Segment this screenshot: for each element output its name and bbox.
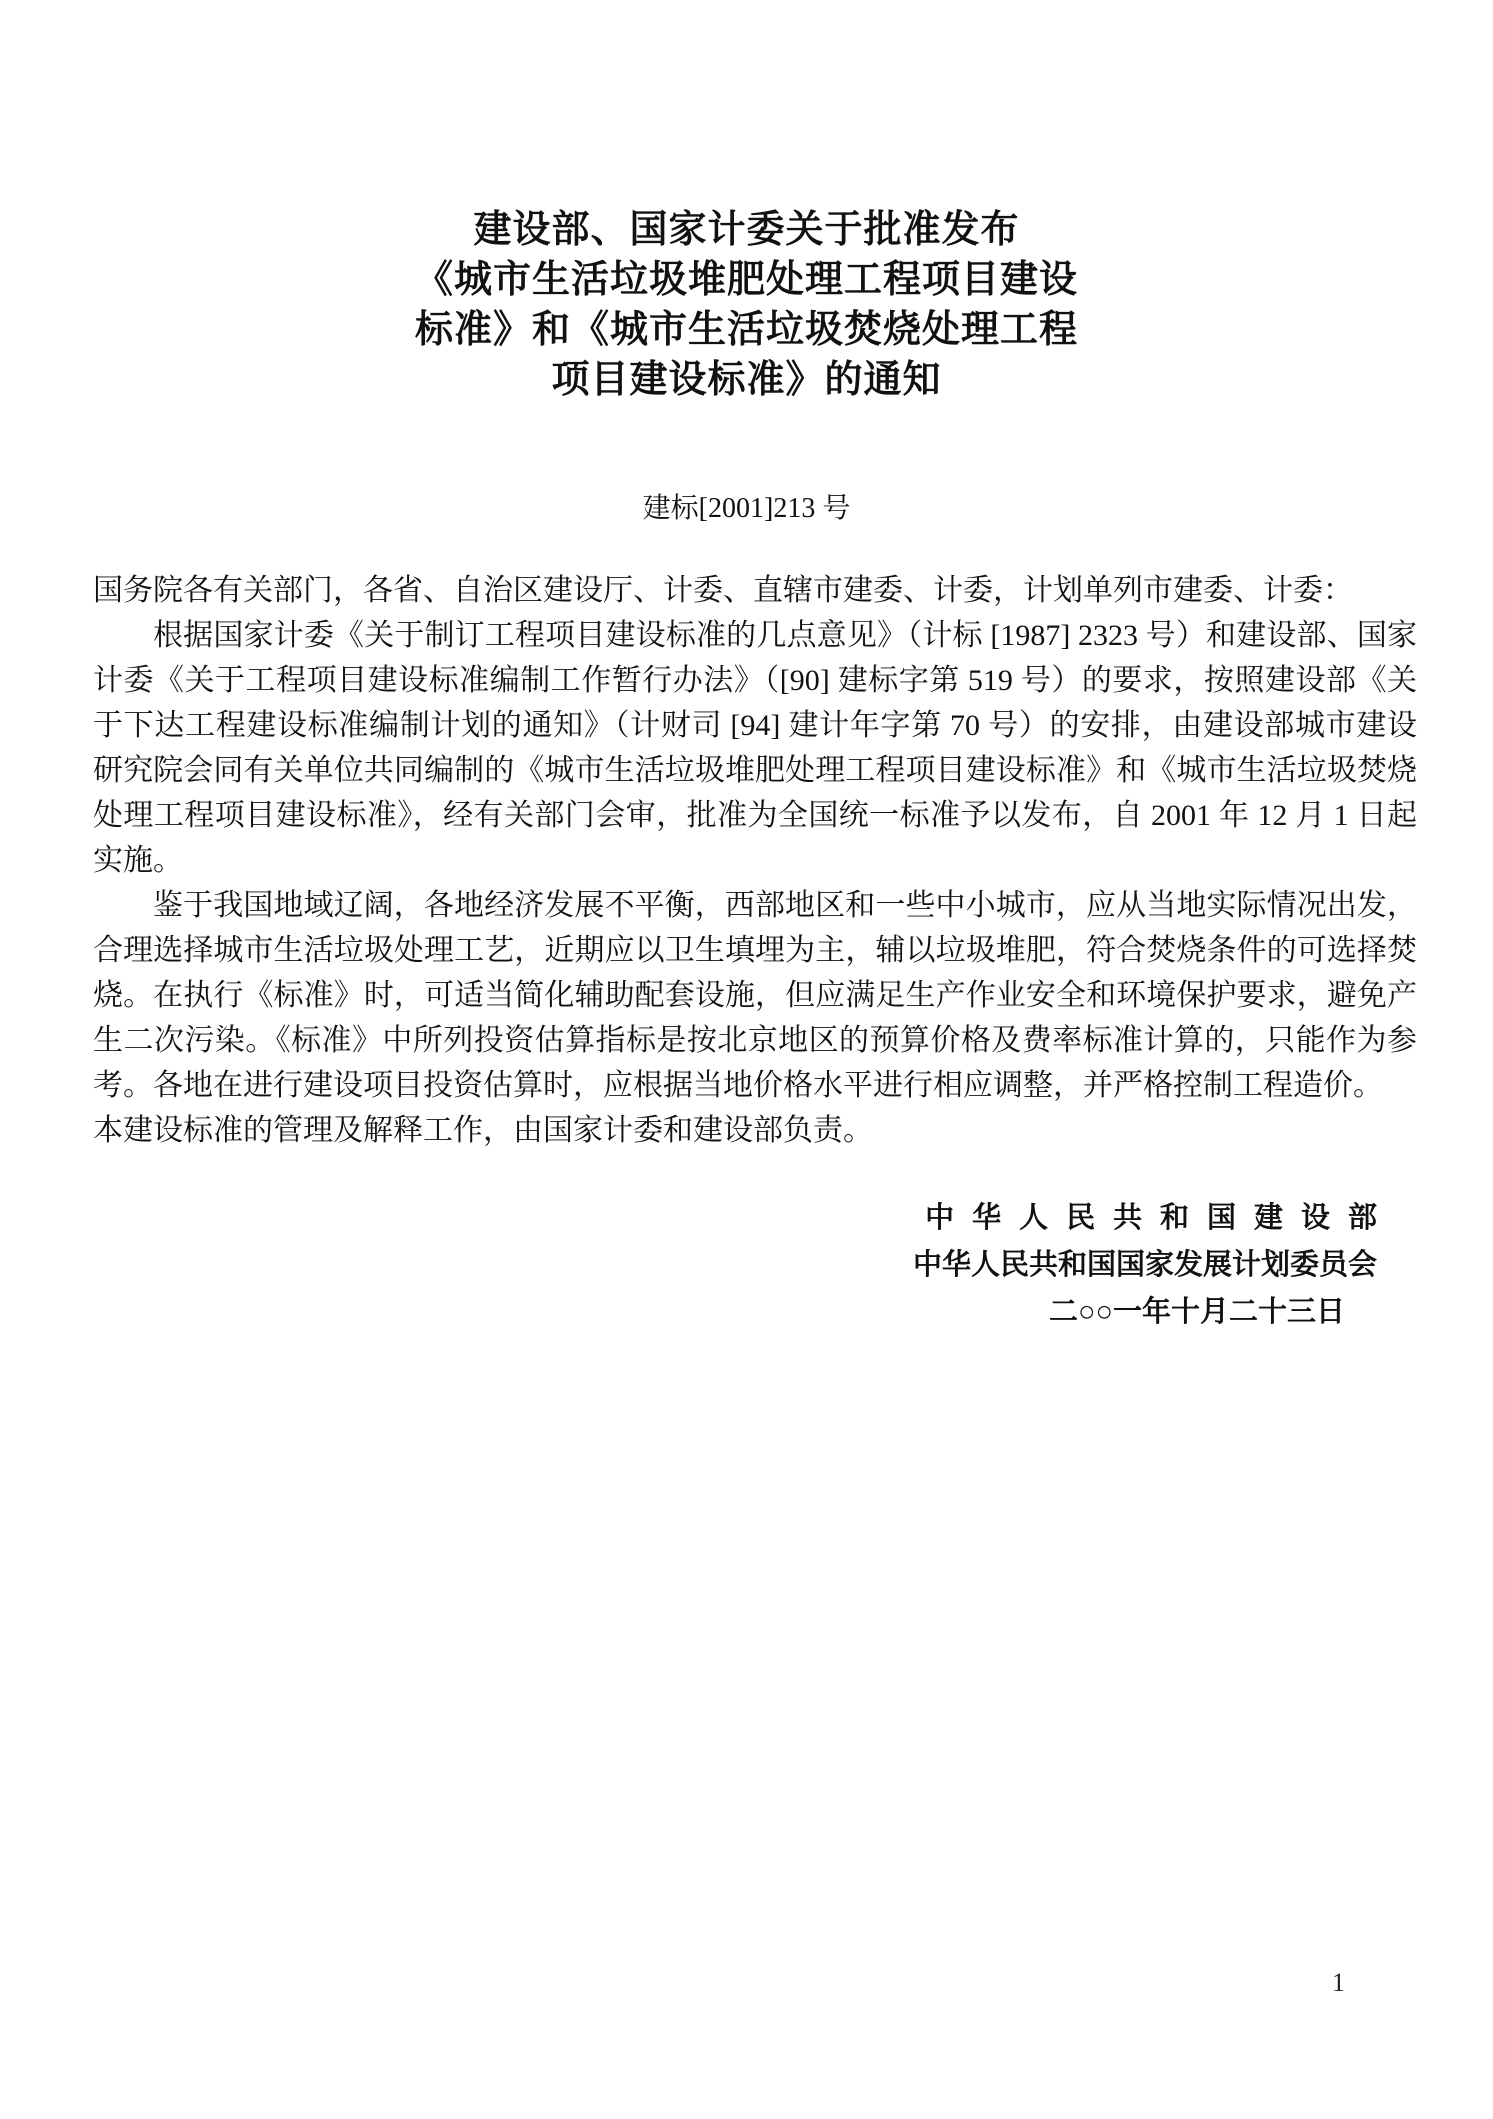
signature-org-2: 中华人民共和国国家发展计划委员会 [912, 1249, 1377, 1281]
signature-date: 二○○一年十月二十三日 [1048, 1296, 1345, 1328]
signature-block [0, 1195, 1493, 1336]
salutation-line: 国务院各有关部门，各省、自治区建设厅、计委、直辖市建委、计委，计划单列市建委、计委： [93, 574, 1353, 607]
title-line-3: 标准》和《城市生活垃圾焚烧处理工程 [414, 309, 1078, 351]
document-body [93, 568, 1417, 1153]
paragraph-1: 根据国家计委《关于制订工程项目建设标准的几点意见》（计标 [1987] 2323 号）和建设部、国家计委《关于工程项目建设标准编制工作暂行办法》（[90] 建标字第 519 号）的要求，按照建设部《关于下达工程建设标准编制计划的通知》（计财司 [94] 建计年字第 70 号）的安排，由建设部城市建设研究院会同有关单位共同编制的《城市生活垃圾堆肥处理工程项目建设标准》和《城市生活垃圾焚烧处理工程项目建设标准》，经有关部门会审，批准为全国统一标准予以发布，自 2001 年 12 月 1 日起实施。 [93, 619, 1417, 877]
title-line-2: 《城市生活垃圾堆肥处理工程项目建设 [414, 259, 1078, 301]
signature-org-1: 中华人民共和国建设部 [925, 1202, 1395, 1234]
document-title [0, 0, 1493, 405]
title-line-4: 项目建设标准》的通知 [551, 359, 942, 401]
page-number: 1 [1332, 1968, 1345, 1997]
document-number: 建标[2001]213 号 [642, 493, 851, 524]
title-line-1: 建设部、国家计委关于批准发布 [473, 209, 1020, 251]
paragraph-3: 本建设标准的管理及解释工作，由国家计委和建设部负责。 [93, 1114, 873, 1147]
paragraph-2: 鉴于我国地域辽阔，各地经济发展不平衡，西部地区和一些中小城市，应从当地实际情况出发，合理选择城市生活垃圾处理工艺，近期应以卫生填埋为主，辅以垃圾堆肥，符合焚烧条件的可选择焚烧。在执行《标准》时，可适当简化辅助配套设施，但应满足生产作业安全和环境保护要求，避免产生二次污染。《标准》中所列投资估算指标是按北京地区的预算价格及费率标准计算的，只能作为参考。各地在进行建设项目投资估算时，应根据当地价格水平进行相应调整，并严格控制工程造价。 [93, 889, 1417, 1102]
